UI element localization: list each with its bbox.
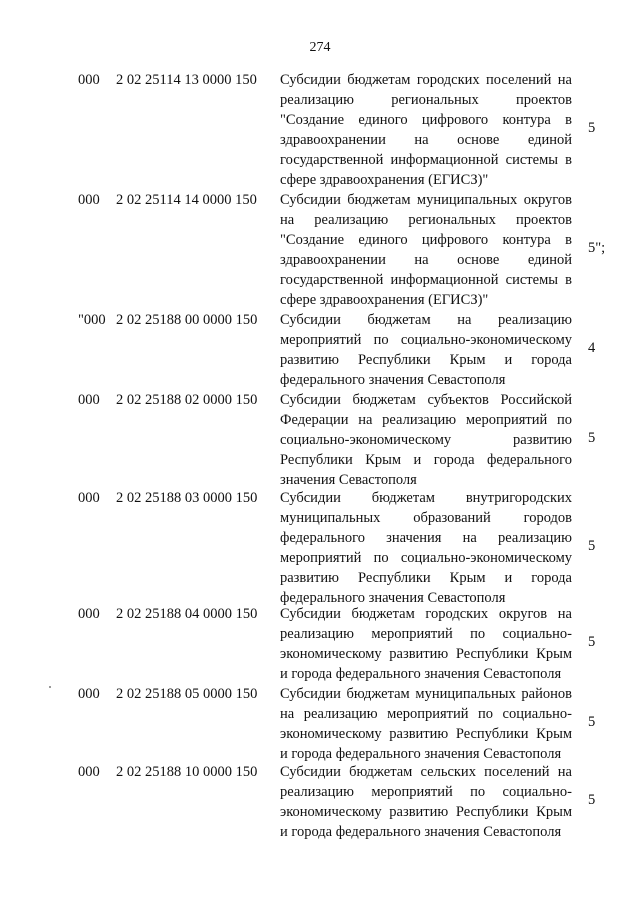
description-line: федерального значения на реализацию <box>280 530 572 546</box>
amount-value: 5 <box>588 430 596 446</box>
description-line: социально-экономическому развитию <box>280 432 572 448</box>
description-line: здравоохранении на основе единой <box>280 252 572 268</box>
description-line: реализацию региональных проектов <box>280 92 572 108</box>
description-line: и города федерального значения Севастополя <box>280 824 562 840</box>
admin-code: 000 <box>78 606 100 622</box>
budget-classification-code: 2 02 25188 03 0000 150 <box>116 490 258 506</box>
budget-classification-code: 2 02 25188 02 0000 150 <box>116 392 258 408</box>
amount-value: 5 <box>588 634 596 650</box>
description-line: государственной информационной системы в <box>280 272 572 288</box>
description-line: мероприятий по социально-экономическому <box>280 332 572 348</box>
revenue-description <box>280 604 572 684</box>
description-line: развитию Республики Крым и города <box>280 570 572 586</box>
description-line: муниципальных образований городов <box>280 510 572 526</box>
revenue-description <box>280 762 572 842</box>
amount-value: 5 <box>588 792 596 808</box>
admin-code: 000 <box>78 686 100 702</box>
budget-classification-code: 2 02 25188 10 0000 150 <box>116 764 258 780</box>
description-line: на реализацию региональных проектов <box>280 212 572 228</box>
budget-classification-code: 2 02 25188 04 0000 150 <box>116 606 258 622</box>
budget-classification-code: 2 02 25114 13 0000 150 <box>116 72 257 88</box>
description-line: и города федерального значения Севастополя <box>280 666 562 682</box>
description-line: развитию Республики Крым и города <box>280 352 572 368</box>
description-line: здравоохранении на основе единой <box>280 132 572 148</box>
revenue-description <box>280 390 572 490</box>
description-line: Субсидии бюджетам городских поселений на <box>280 72 572 88</box>
description-line: сфере здравоохранения (ЕГИСЗ)" <box>280 292 489 308</box>
description-line: на реализацию мероприятий по социально- <box>280 706 572 722</box>
description-line: государственной информационной системы в <box>280 152 572 168</box>
description-line: "Создание единого цифрового контура в <box>280 232 572 248</box>
description-line: Субсидии бюджетам муниципальных округов <box>280 192 572 208</box>
budget-classification-code: 2 02 25188 00 0000 150 <box>116 312 258 328</box>
description-line: Субсидии бюджетам субъектов Российской <box>280 392 572 408</box>
amount-value: 5 <box>588 714 596 730</box>
description-line: федерального значения Севастополя <box>280 590 506 606</box>
admin-code: 000 <box>78 392 100 408</box>
description-line: реализацию мероприятий по социально- <box>280 626 572 642</box>
description-line: Федерации на реализацию мероприятий по <box>280 412 572 428</box>
revenue-description <box>280 488 572 608</box>
admin-code: "000 <box>78 312 106 328</box>
revenue-description <box>280 684 572 764</box>
description-line: Субсидии бюджетам на реализацию <box>280 312 572 328</box>
description-line: Субсидии бюджетам городских округов на <box>280 606 572 622</box>
revenue-description <box>280 70 572 190</box>
amount-value: 5"; <box>588 240 606 256</box>
admin-code: 000 <box>78 72 100 88</box>
description-line: "Создание единого цифрового контура в <box>280 112 572 128</box>
amount-value: 5 <box>588 538 596 554</box>
revenue-description <box>280 190 572 310</box>
revenue-description <box>280 310 572 390</box>
description-line: экономическому развитию Республики Крым <box>280 726 572 742</box>
scan-speck <box>49 686 51 688</box>
page-number: 274 <box>309 40 331 55</box>
amount-value: 5 <box>588 120 596 136</box>
description-line: и города федерального значения Севастополя <box>280 746 562 762</box>
budget-classification-code: 2 02 25114 14 0000 150 <box>116 192 257 208</box>
description-line: значения Севастополя <box>280 472 417 488</box>
description-line: федерального значения Севастополя <box>280 372 506 388</box>
admin-code: 000 <box>78 192 100 208</box>
budget-classification-code: 2 02 25188 05 0000 150 <box>116 686 258 702</box>
description-line: Субсидии бюджетам внутригородских <box>280 490 572 506</box>
description-line: Субсидии бюджетам муниципальных районов <box>280 686 572 702</box>
admin-code: 000 <box>78 490 100 506</box>
description-line: Республики Крым и города федерального <box>280 452 572 468</box>
amount-value: 4 <box>588 340 596 356</box>
description-line: экономическому развитию Республики Крым <box>280 646 572 662</box>
description-line: Субсидии бюджетам сельских поселений на <box>280 764 572 780</box>
admin-code: 000 <box>78 764 100 780</box>
description-line: мероприятий по социально-экономическому <box>280 550 572 566</box>
description-line: реализацию мероприятий по социально- <box>280 784 572 800</box>
description-line: экономическому развитию Республики Крым <box>280 804 572 820</box>
description-line: сфере здравоохранения (ЕГИСЗ)" <box>280 172 489 188</box>
